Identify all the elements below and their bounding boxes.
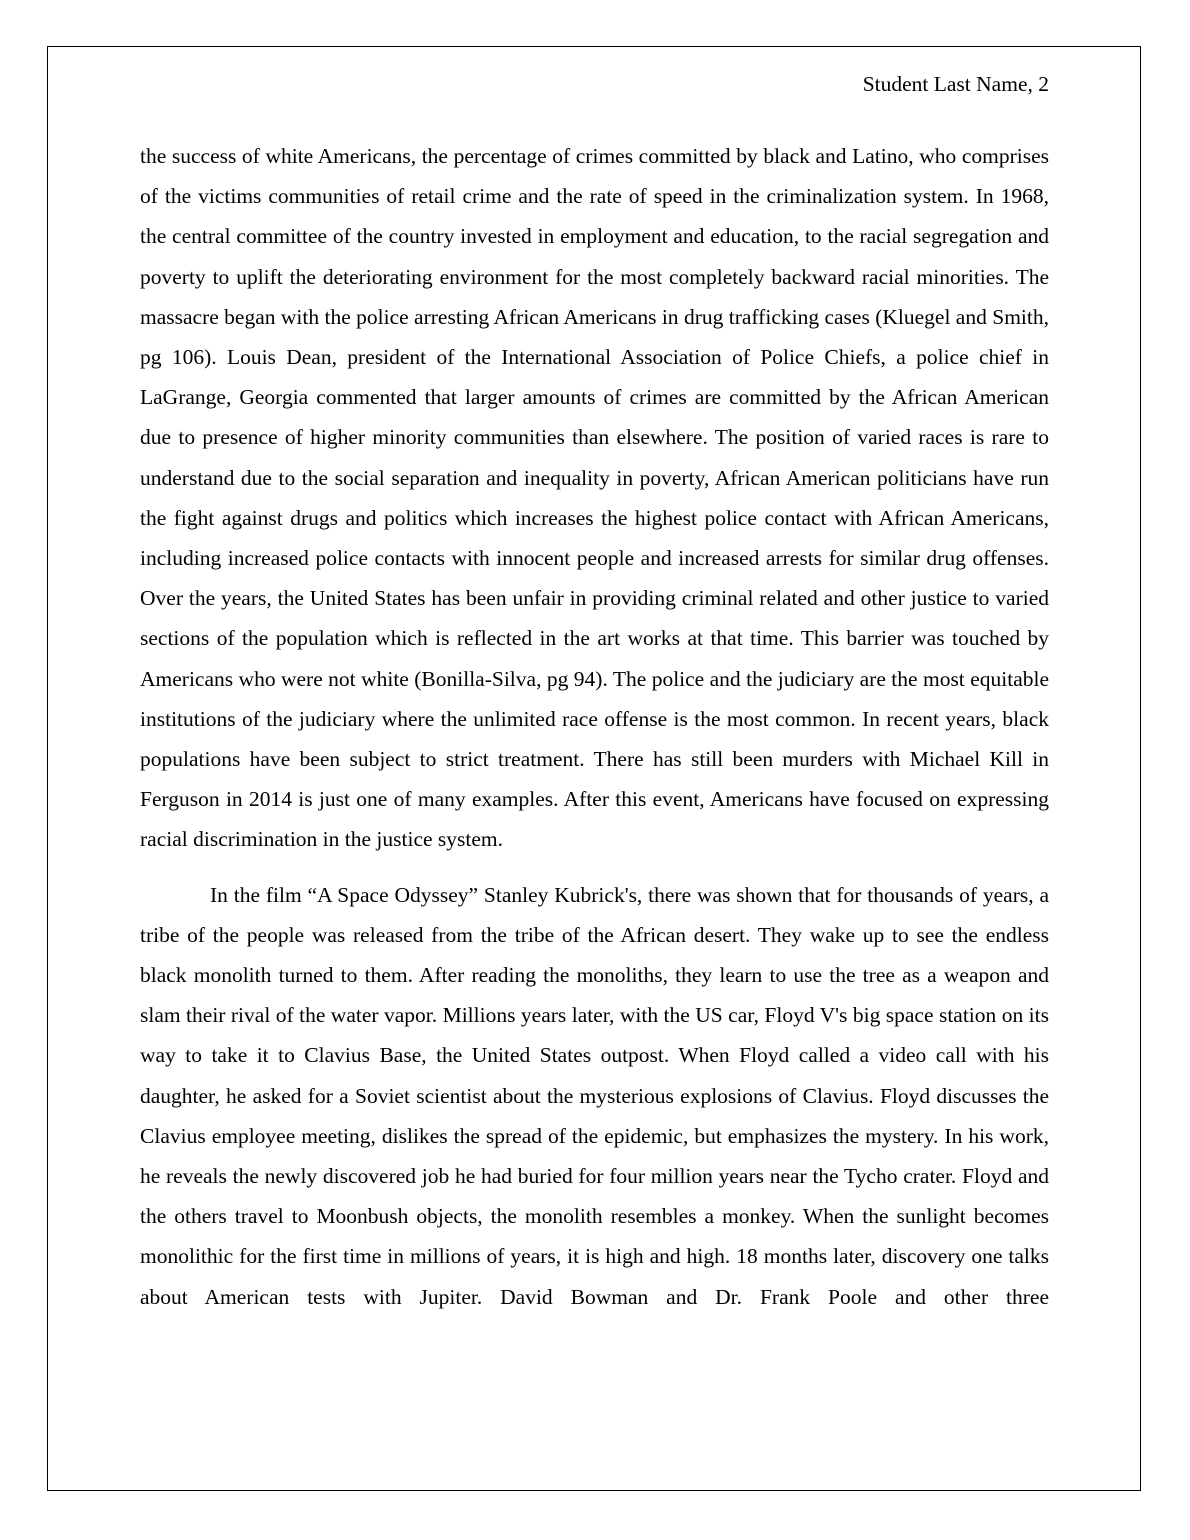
running-header: Student Last Name, 2 [862,72,1049,96]
document-body [140,136,1049,1317]
paragraph: the success of white Americans, the percentage of crimes committed by black and Latino, who comprises of the victims communities of retail crime and the rate of speed in the criminalization system. In 1968, the central committee of the country invested in employment and education, to the racial segregation and poverty to uplift the deteriorating environment for the most completely backward racial minorities. The massacre began with the police arresting African Americans in drug trafficking cases (Kluegel and Smith, pg 106). Louis Dean, president of the International Association of Police Chiefs, a police chief in LaGrange, Georgia commented that larger amounts of crimes are committed by the African American due to presence of higher minority communities than elsewhere. The position of varied races is rare to understand due to the social separation and inequality in poverty, African American politicians have run the fight against drugs and politics which increases the highest police contact with African Americans, including increased police contacts with innocent people and increased arrests for similar drug offenses. Over the years, the United States has been unfair in providing criminal related and other justice to varied sections of the population which is reflected in the art works at that time. This barrier was touched by Americans who were not white (Bonilla-Silva, pg 94). The police and the judiciary are the most equitable institutions of the judiciary where the unlimited race offense is the most common. In recent years, black populations have been subject to strict treatment. There has still been murders with Michael Kill in Ferguson in 2014 is just one of many examples. After this event, Americans have focused on expressing racial discrimination in the justice system. [140,144,1049,852]
paragraph: In the film “A Space Odyssey” Stanley Kubrick's, there was shown that for thousands of years, a tribe of the people was released from the tribe of the African desert. They wake up to see the endless black monolith turned to them. After reading the monoliths, they learn to use the tree as a weapon and slam their rival of the water vapor. Millions years later, with the US car, Floyd V's big space station on its way to take it to Clavius Base, the United States outpost. When Floyd called a video call with his daughter, he asked for a Soviet scientist about the mysterious explosions of Clavius. Floyd discusses the Clavius employee meeting, dislikes the spread of the epidemic, but emphasizes the mystery. In his work, he reveals the newly discovered job he had buried for four million years near the Tycho crater. Floyd and the others travel to Moonbush objects, the monolith resembles a monkey. When the sunlight becomes monolithic for the first time in millions of years, it is high and high. 18 months later, discovery one talks about American tests with Jupiter. David Bowman and Dr. Frank Poole and other three [140,882,1049,1309]
